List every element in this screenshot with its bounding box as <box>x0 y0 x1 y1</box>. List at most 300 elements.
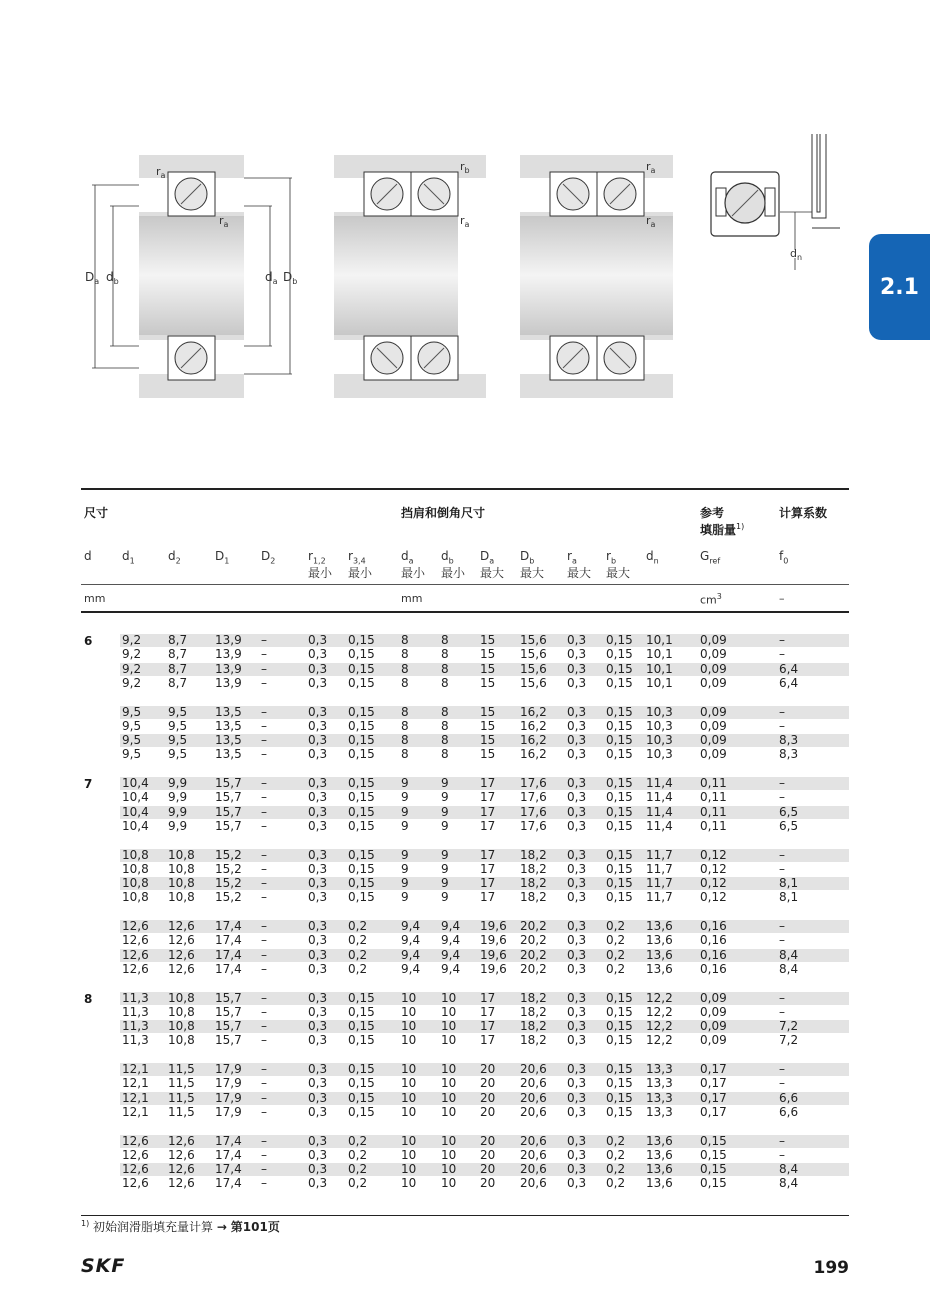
table-cell: 17 <box>480 890 496 905</box>
label-Da: D <box>85 270 95 284</box>
table-cell: 0,15 <box>606 990 633 1005</box>
table-cell: 9,5 <box>122 747 142 762</box>
table-cell: 9,9 <box>168 818 188 833</box>
table-cell: 0,3 <box>567 1162 587 1177</box>
table-cell: 0,09 <box>700 718 727 733</box>
table-cell: 11,4 <box>646 776 673 790</box>
table-cell: 8 <box>401 733 409 748</box>
table-cell: 0,09 <box>700 647 727 662</box>
table-cell: 0,3 <box>567 1033 587 1048</box>
table-cell: 0,3 <box>308 718 328 733</box>
table-cell: – <box>779 704 785 719</box>
table-cell: – <box>261 1076 267 1091</box>
table-cell: 0,3 <box>567 890 587 905</box>
table-cell: 15 <box>480 747 496 762</box>
table-cell: 0,3 <box>308 1019 328 1034</box>
table-cell: 0,09 <box>700 675 727 690</box>
label-ra-5: r <box>646 214 651 227</box>
table-cell: 10 <box>401 990 417 1005</box>
table-cell: 17 <box>480 790 496 805</box>
table-cell: 12,2 <box>646 1019 673 1034</box>
table-cell: 18,2 <box>520 847 547 862</box>
table-cell: 0,12 <box>700 890 727 905</box>
table-cell: 0,2 <box>606 947 626 962</box>
table-cell: 8,1 <box>779 876 799 891</box>
table-cell: 0,3 <box>308 647 328 662</box>
table-cell: 15,2 <box>215 847 242 862</box>
table-cell: 0,3 <box>308 890 328 905</box>
table-cell: 8 <box>441 661 449 676</box>
table-cell: 9,4 <box>441 933 461 948</box>
footnote <box>81 1218 280 1235</box>
table-cell: 0,09 <box>700 733 727 748</box>
table-row <box>120 1034 849 1047</box>
header-abutment: 挡肩和倒角尺寸 <box>401 506 486 520</box>
table-cell: 10 <box>401 1176 417 1191</box>
table-cell: 10 <box>441 1090 457 1105</box>
table-cell: 0,3 <box>308 990 328 1005</box>
table-cell: 0,3 <box>308 933 328 948</box>
symbol-col-12: $r_b$ 最大 <box>606 549 631 581</box>
table-cell: 8 <box>401 661 409 676</box>
table-cell: 0,15 <box>606 747 633 762</box>
table-cell: 13,6 <box>646 1133 673 1148</box>
table-cell: 10,8 <box>168 847 195 862</box>
table-cell: – <box>779 718 785 733</box>
table-cell: 11,3 <box>122 1033 149 1048</box>
table-cell: 11,7 <box>646 876 673 891</box>
table-cell: 10 <box>401 1019 417 1034</box>
table-cell: 0,2 <box>348 1176 368 1191</box>
table-cell: – <box>779 1004 785 1019</box>
table-cell: 9,5 <box>122 718 142 733</box>
table-cell: 10 <box>441 990 457 1005</box>
table-cell: 9,4 <box>401 947 421 962</box>
svg-text:dn: $d_n$ <box>790 247 803 262</box>
table-cell: 15,6 <box>520 647 547 662</box>
table-cell: 12,1 <box>122 1076 149 1091</box>
table-cell: 0,3 <box>308 1133 328 1148</box>
table-cell: 0,11 <box>700 818 727 833</box>
svg-text:Db: $D_b$ <box>283 270 298 286</box>
table-cell: 0,15 <box>348 790 375 805</box>
table-row <box>120 963 849 976</box>
table-row <box>120 677 849 690</box>
symbol-col-11: $r_a$ 最大 <box>567 549 592 581</box>
label-dn: d <box>790 247 797 260</box>
table-cell: 0,3 <box>567 847 587 862</box>
table-cell: 0,3 <box>308 633 328 647</box>
table-cell: 0,09 <box>700 1033 727 1048</box>
table-cell: 9 <box>441 804 449 819</box>
symbol-col-8: $d_b$ 最小 <box>441 549 466 581</box>
table-cell: 18,2 <box>520 890 547 905</box>
table-cell: 10 <box>441 1133 457 1148</box>
table-cell: 8 <box>441 747 449 762</box>
table-cell: 0,3 <box>567 1019 587 1034</box>
table-cell: 10,4 <box>122 818 149 833</box>
table-cell: 0,3 <box>567 919 587 933</box>
table-cell: 20,6 <box>520 1076 547 1091</box>
table-cell: 10,4 <box>122 804 149 819</box>
table-cell: 9,4 <box>441 919 461 933</box>
table-cell: 12,6 <box>168 947 195 962</box>
table-cell: – <box>261 1019 267 1034</box>
table-cell: 10,1 <box>646 633 673 647</box>
table-row <box>120 706 849 719</box>
table-cell: 11,3 <box>122 1004 149 1019</box>
table-cell: 0,3 <box>567 1147 587 1162</box>
table-cell: 10 <box>441 1062 457 1076</box>
table-unit-rule <box>81 611 849 613</box>
table-cell: 15,7 <box>215 790 242 805</box>
table-cell: 0,2 <box>348 947 368 962</box>
table-cell: – <box>261 1090 267 1105</box>
table-cell: 0,3 <box>567 675 587 690</box>
table-cell: 17,4 <box>215 1162 242 1177</box>
table-cell: 15,6 <box>520 675 547 690</box>
table-cell: 6,4 <box>779 675 799 690</box>
section-tab: 2.1 <box>869 234 930 340</box>
table-cell: 13,9 <box>215 675 242 690</box>
table-row <box>120 877 849 890</box>
table-cell: 0,3 <box>308 1162 328 1177</box>
table-cell: 0,2 <box>348 1162 368 1177</box>
table-cell: – <box>261 947 267 962</box>
table-cell: 12,6 <box>122 933 149 948</box>
label-ra-2: r <box>219 214 224 227</box>
table-cell: 0,15 <box>606 633 633 647</box>
table-cell: 11,5 <box>168 1104 195 1119</box>
table-cell: 20,2 <box>520 961 547 976</box>
table-cell: 10 <box>401 1004 417 1019</box>
table-cell: 11,7 <box>646 847 673 862</box>
table-cell: 9,9 <box>168 804 188 819</box>
table-cell: 9 <box>401 776 409 790</box>
table-cell: 9,9 <box>168 776 188 790</box>
table-cell: 20,6 <box>520 1104 547 1119</box>
table-cell: 15,6 <box>520 633 547 647</box>
table-cell: 8 <box>401 675 409 690</box>
table-cell: 0,15 <box>348 1019 375 1034</box>
table-row <box>120 777 849 790</box>
table-cell: 6,5 <box>779 818 799 833</box>
table-cell: 11,5 <box>168 1076 195 1091</box>
table-cell: 9,5 <box>122 704 142 719</box>
table-cell: 9,5 <box>122 733 142 748</box>
table-row <box>120 920 849 933</box>
table-cell: 17 <box>480 876 496 891</box>
table-cell: 0,2 <box>606 1176 626 1191</box>
table-cell: 0,15 <box>348 704 375 719</box>
table-cell: 17,4 <box>215 1133 242 1148</box>
table-cell: – <box>779 990 785 1005</box>
table-cell: – <box>261 1162 267 1177</box>
table-cell: 12,2 <box>646 990 673 1005</box>
table-cell: 0,17 <box>700 1090 727 1105</box>
symbol-col-6: $r_{3,4}$ 最小 <box>348 549 373 581</box>
table-cell: 17 <box>480 818 496 833</box>
table-cell: 0,09 <box>700 747 727 762</box>
table-cell: 0,15 <box>700 1176 727 1191</box>
table-cell: 17,4 <box>215 947 242 962</box>
table-cell: 12,6 <box>168 919 195 933</box>
symbol-col-5: $r_{1,2}$ 最小 <box>308 549 333 581</box>
table-cell: 0,15 <box>348 776 375 790</box>
table-cell: 0,3 <box>308 1076 328 1091</box>
table-cell: 0,15 <box>606 861 633 876</box>
table-cell: 0,11 <box>700 790 727 805</box>
table-cell: 12,6 <box>168 1147 195 1162</box>
table-cell: – <box>261 675 267 690</box>
symbol-col-7: $d_a$ 最小 <box>401 549 426 581</box>
table-cell: 17 <box>480 861 496 876</box>
table-cell: 0,15 <box>606 1019 633 1034</box>
symbol-col-13: $d_n$ <box>646 549 659 566</box>
table-cell: 0,3 <box>567 733 587 748</box>
table-cell: 0,3 <box>308 961 328 976</box>
table-cell: 8 <box>401 704 409 719</box>
table-cell: 10 <box>441 1147 457 1162</box>
table-row <box>120 1177 849 1190</box>
group-bore-8: 8 <box>84 991 93 1006</box>
table-cell: 0,3 <box>308 1033 328 1048</box>
table-cell: 9 <box>441 861 449 876</box>
table-cell: 9 <box>401 818 409 833</box>
table-cell: 10 <box>401 1104 417 1119</box>
table-cell: 8,4 <box>779 1162 799 1177</box>
table-cell: – <box>261 890 267 905</box>
table-cell: 15,7 <box>215 804 242 819</box>
table-cell: 17,9 <box>215 1090 242 1105</box>
table-cell: 0,3 <box>308 1090 328 1105</box>
footnote-marker: 1) <box>81 1219 90 1228</box>
table-cell: 0,3 <box>308 1147 328 1162</box>
table-cell: 9,4 <box>401 933 421 948</box>
table-cell: 10,8 <box>168 1019 195 1034</box>
table-row <box>120 1149 849 1162</box>
table-cell: 0,3 <box>308 747 328 762</box>
table-cell: 11,7 <box>646 890 673 905</box>
table-cell: 0,2 <box>348 919 368 933</box>
table-cell: 0,15 <box>606 1090 633 1105</box>
table-cell: 20 <box>480 1090 496 1105</box>
table-cell: 10,8 <box>168 990 195 1005</box>
table-cell: 19,6 <box>480 947 507 962</box>
table-cell: – <box>261 933 267 948</box>
table-cell: – <box>779 919 785 933</box>
table-cell: 9 <box>401 804 409 819</box>
table-cell: 0,3 <box>308 1004 328 1019</box>
table-cell: 0,2 <box>606 1133 626 1148</box>
table-cell: 16,2 <box>520 747 547 762</box>
table-cell: 0,12 <box>700 847 727 862</box>
table-cell: 15,7 <box>215 1033 242 1048</box>
svg-text:ra: $r_a$ <box>646 160 656 175</box>
table-cell: 15 <box>480 733 496 748</box>
group-bore-6: 6 <box>84 634 93 648</box>
table-cell: 9 <box>441 890 449 905</box>
table-cell: 15,6 <box>520 661 547 676</box>
table-cell: 12,6 <box>122 961 149 976</box>
table-cell: 9,2 <box>122 661 142 676</box>
table-cell: – <box>261 776 267 790</box>
table-cell: 0,15 <box>348 661 375 676</box>
table-cell: 0,15 <box>606 776 633 790</box>
table-cell: 20 <box>480 1162 496 1177</box>
table-cell: 13,6 <box>646 947 673 962</box>
table-cell: 13,6 <box>646 933 673 948</box>
table-cell: 9,5 <box>168 733 188 748</box>
table-cell: 9,9 <box>168 790 188 805</box>
unit-dims: mm <box>84 592 106 605</box>
table-cell: 6,6 <box>779 1104 799 1119</box>
table-cell: – <box>261 1176 267 1191</box>
footnote-arrow: → <box>216 1220 227 1234</box>
table-cell: 0,16 <box>700 933 727 948</box>
table-cell: 0,16 <box>700 919 727 933</box>
table-cell: 0,11 <box>700 776 727 790</box>
table-cell: 0,17 <box>700 1104 727 1119</box>
table-cell: 19,6 <box>480 961 507 976</box>
table-cell: 0,3 <box>567 790 587 805</box>
table-cell: 0,12 <box>700 861 727 876</box>
table-cell: 15,7 <box>215 776 242 790</box>
table-cell: 12,1 <box>122 1062 149 1076</box>
table-cell: 8,4 <box>779 961 799 976</box>
table-cell: 0,15 <box>348 675 375 690</box>
table-cell: 11,5 <box>168 1090 195 1105</box>
label-ra-1: r <box>156 165 161 178</box>
table-cell: 12,6 <box>168 961 195 976</box>
table-cell: 0,15 <box>348 990 375 1005</box>
table-cell: 17,6 <box>520 804 547 819</box>
label-ra-4: r <box>646 160 651 173</box>
table-cell: 0,15 <box>606 1062 633 1076</box>
table-cell: 9,4 <box>441 947 461 962</box>
header-factor: 计算系数 <box>779 506 828 520</box>
table-cell: 8 <box>441 733 449 748</box>
table-top-rule <box>81 488 849 490</box>
table-cell: – <box>261 804 267 819</box>
svg-text:Da: $D_a$ <box>85 270 100 286</box>
table-cell: 15,7 <box>215 990 242 1005</box>
table-cell: 12,2 <box>646 1004 673 1019</box>
table-cell: 13,9 <box>215 661 242 676</box>
symbol-col-9: $D_a$ 最大 <box>480 549 505 581</box>
table-cell: 17,4 <box>215 919 242 933</box>
table-cell: 8,7 <box>168 675 188 690</box>
table-row <box>120 934 849 947</box>
table-cell: 20,6 <box>520 1062 547 1076</box>
table-cell: – <box>261 704 267 719</box>
table-cell: 0,3 <box>567 1004 587 1019</box>
table-cell: 13,5 <box>215 704 242 719</box>
table-cell: 15 <box>480 704 496 719</box>
table-cell: 8,4 <box>779 1176 799 1191</box>
table-row <box>120 891 849 904</box>
table-cell: 20 <box>480 1133 496 1148</box>
table-cell: 9 <box>401 890 409 905</box>
table-cell: 0,16 <box>700 961 727 976</box>
table-cell: 0,3 <box>567 776 587 790</box>
table-cell: 12,6 <box>122 1147 149 1162</box>
table-cell: 17,9 <box>215 1076 242 1091</box>
table-cell: 17,4 <box>215 1176 242 1191</box>
table-cell: 0,15 <box>348 1104 375 1119</box>
table-cell: 0,09 <box>700 633 727 647</box>
table-cell: – <box>779 933 785 948</box>
label-rb-1: r <box>460 160 465 173</box>
table-cell: 0,3 <box>567 1104 587 1119</box>
table-cell: 0,3 <box>308 1062 328 1076</box>
table-cell: 11,5 <box>168 1062 195 1076</box>
table-cell: 0,3 <box>567 876 587 891</box>
table-cell: 0,3 <box>308 876 328 891</box>
table-cell: 0,3 <box>308 675 328 690</box>
symbol-col-10: $D_b$ 最大 <box>520 549 545 581</box>
table-row <box>120 863 849 876</box>
table-cell: 9,4 <box>401 919 421 933</box>
table-cell: 17,6 <box>520 818 547 833</box>
label-db: d <box>106 270 114 284</box>
svg-text:ra: $r_a$ <box>460 214 470 229</box>
table-cell: 11,3 <box>122 1019 149 1034</box>
table-cell: 0,3 <box>308 776 328 790</box>
table-cell: 16,2 <box>520 733 547 748</box>
table-cell: 19,6 <box>480 919 507 933</box>
table-cell: 11,3 <box>122 990 149 1005</box>
header-grease: 参考 填脂量$^{1)}$ <box>700 506 745 537</box>
table-cell: 9 <box>441 876 449 891</box>
table-row <box>120 1020 849 1033</box>
table-cell: 10 <box>401 1133 417 1148</box>
table-cell: 15,2 <box>215 890 242 905</box>
table-cell: – <box>261 1147 267 1162</box>
table-cell: 12,6 <box>168 933 195 948</box>
table-cell: 0,3 <box>567 661 587 676</box>
table-cell: 0,3 <box>308 818 328 833</box>
table-cell: 15 <box>480 647 496 662</box>
table-cell: 13,9 <box>215 647 242 662</box>
table-cell: 8,7 <box>168 633 188 647</box>
table-cell: 0,09 <box>700 990 727 1005</box>
table-row <box>120 1063 849 1076</box>
table-cell: 13,3 <box>646 1062 673 1076</box>
table-cell: 20 <box>480 1147 496 1162</box>
table-row <box>120 849 849 862</box>
table-cell: – <box>261 1033 267 1048</box>
table-cell: 10 <box>401 1147 417 1162</box>
table-cell: 0,11 <box>700 804 727 819</box>
table-cell: – <box>779 1062 785 1076</box>
table-cell: – <box>261 919 267 933</box>
table-cell: 10,4 <box>122 790 149 805</box>
table-cell: 0,15 <box>606 675 633 690</box>
group-bore-7: 7 <box>84 777 93 791</box>
table-cell: 0,3 <box>308 919 328 933</box>
table-cell: 0,15 <box>700 1162 727 1177</box>
table-cell: 10 <box>441 1176 457 1191</box>
symbol-col-4: $D_2$ <box>261 549 276 566</box>
table-cell: 13,5 <box>215 733 242 748</box>
table-cell: 9 <box>401 790 409 805</box>
table-cell: 8 <box>401 633 409 647</box>
table-cell: 0,3 <box>567 1090 587 1105</box>
table-cell: 13,5 <box>215 747 242 762</box>
table-row <box>120 1077 849 1090</box>
table-row <box>120 1006 849 1019</box>
